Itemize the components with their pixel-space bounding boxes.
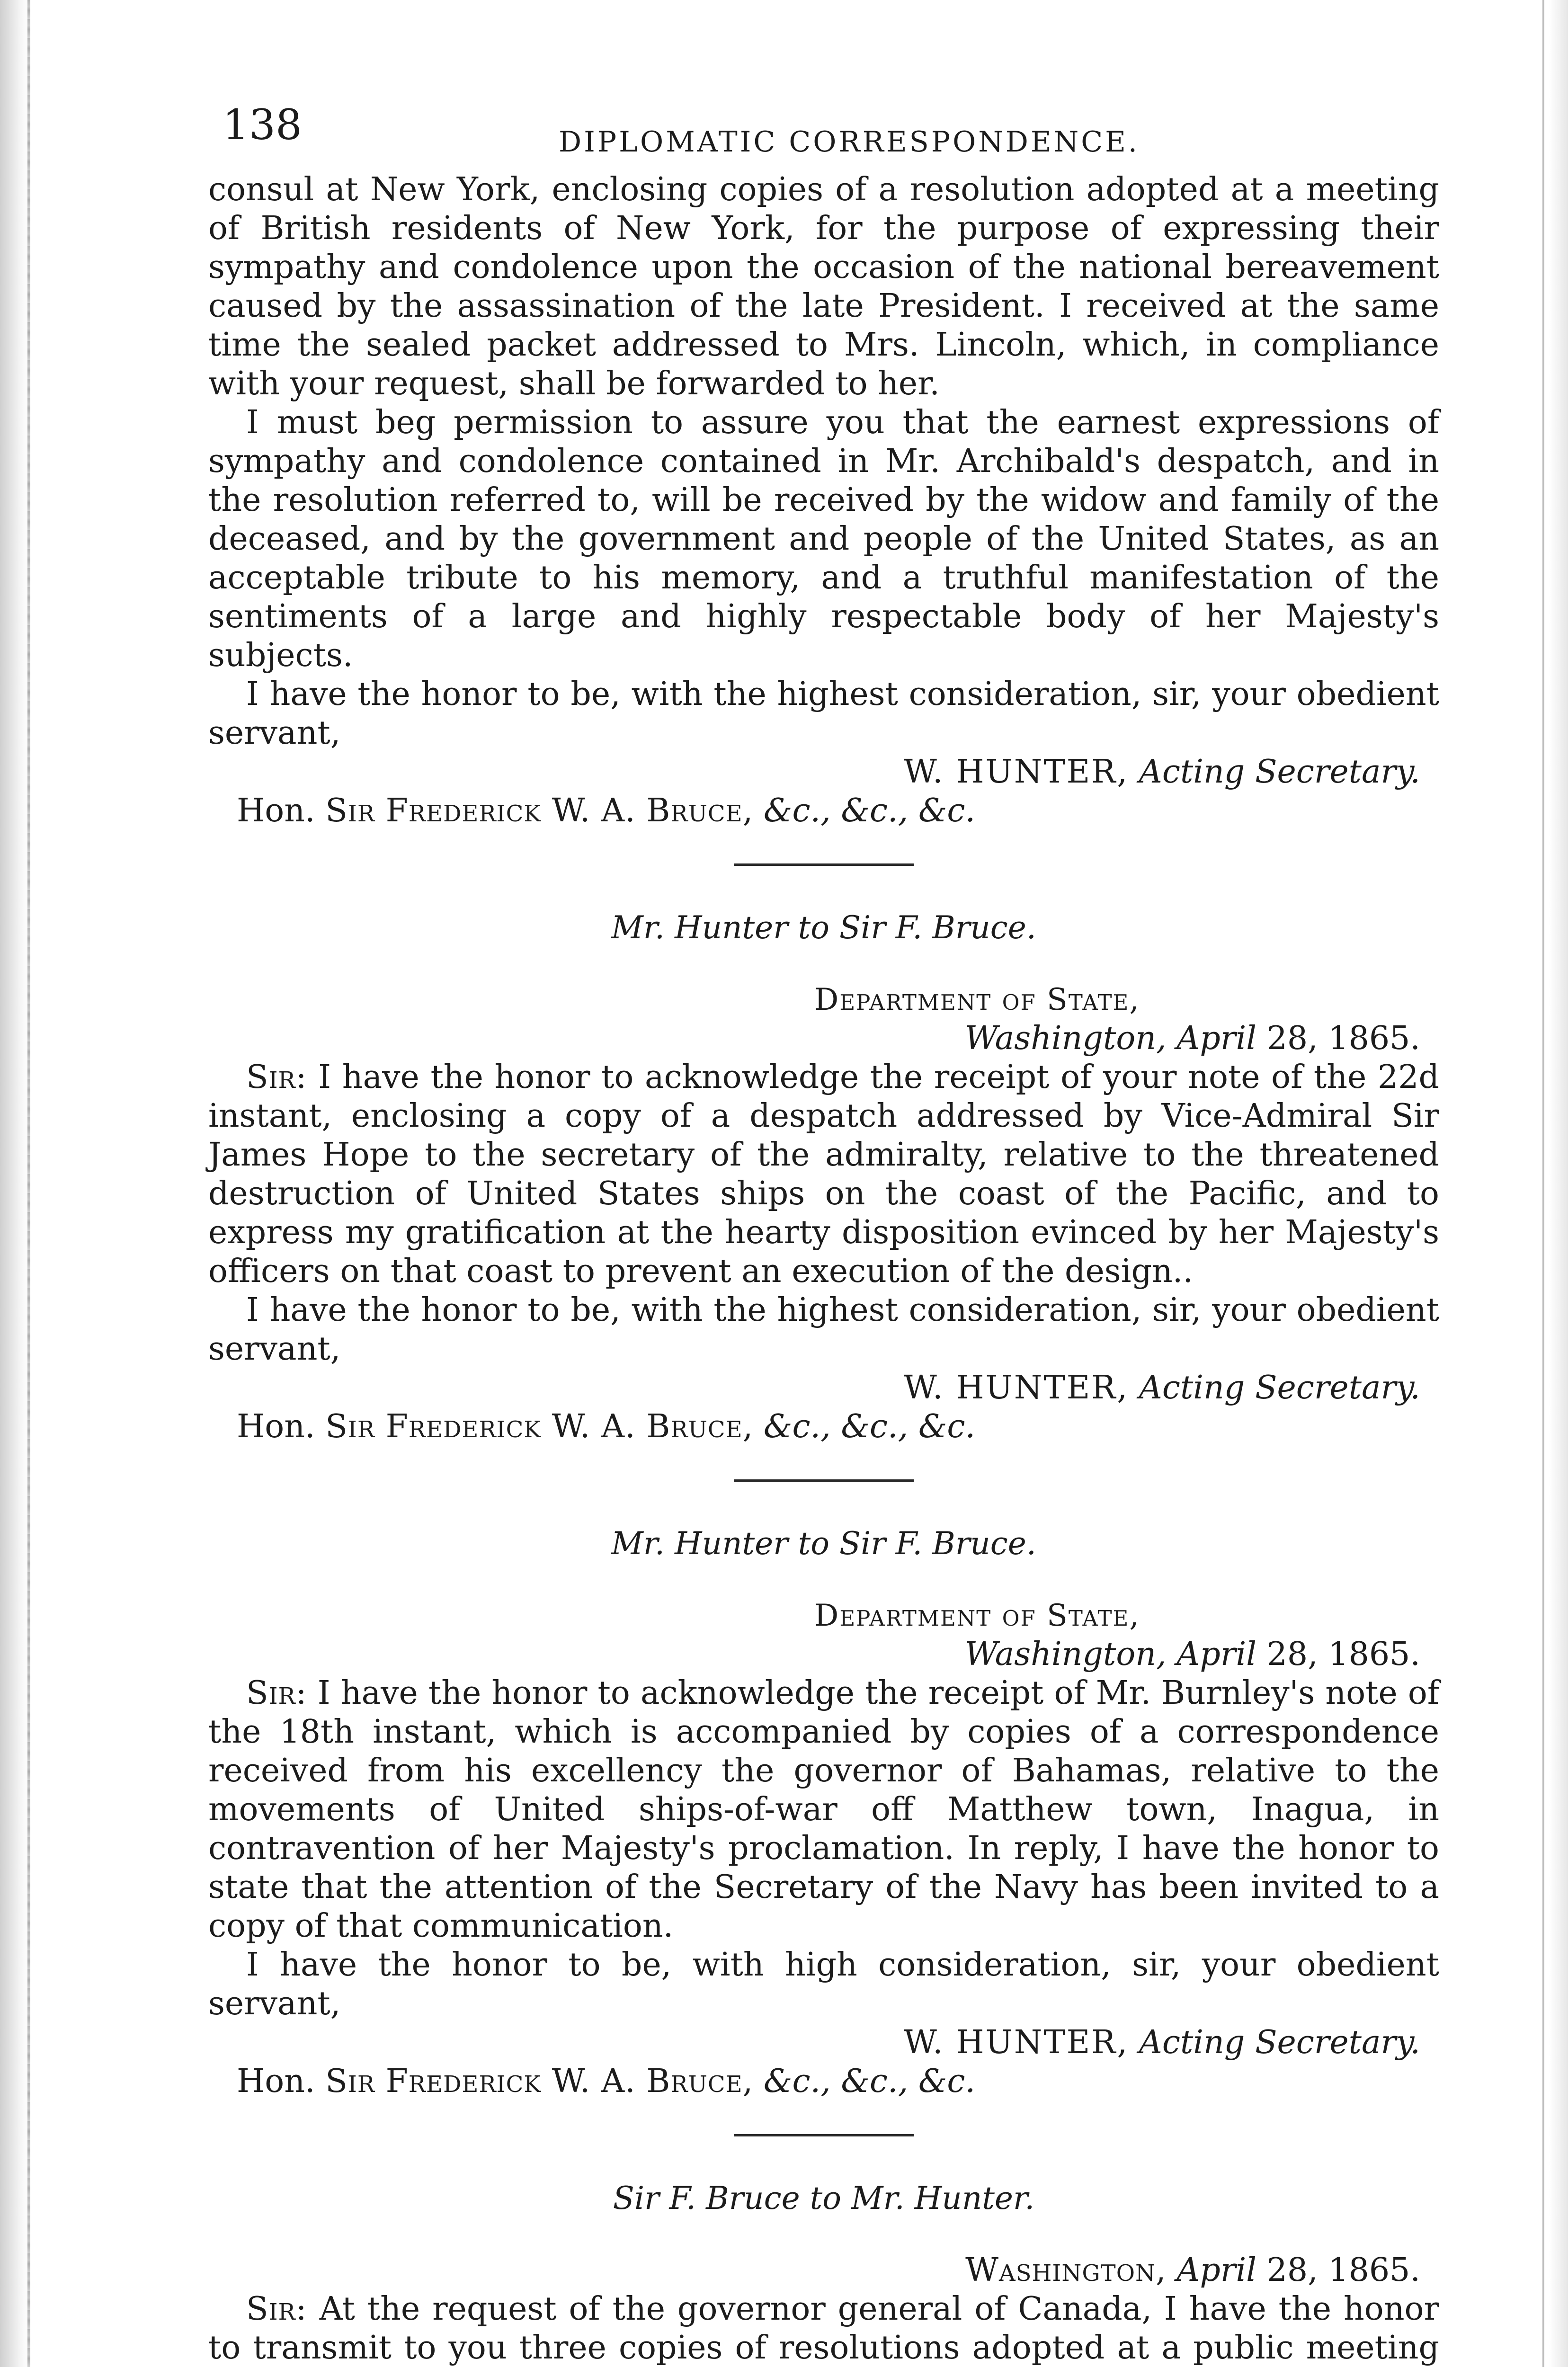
signature-name: W. HUNTER, bbox=[903, 1369, 1129, 1406]
letter-department: Department of State, bbox=[814, 982, 1140, 1017]
section-divider bbox=[734, 2134, 914, 2136]
running-head: DIPLOMATIC CORRESPONDENCE. bbox=[559, 125, 1140, 159]
letter-bruce-to-hunter bbox=[208, 2179, 1439, 2367]
letter-paragraph bbox=[208, 2290, 1439, 2367]
closing-paragraph: I have the honor to be, with the highest consideration, sir, your obedient servant, bbox=[208, 676, 1439, 752]
page-number: 138 bbox=[223, 100, 302, 149]
letter-department: Department of State, bbox=[814, 1598, 1140, 1633]
date-month: April bbox=[1176, 1020, 1256, 1057]
page-gutter-shadow bbox=[0, 0, 28, 2367]
addressee-name: Sir Frederick W. A. Bruce, bbox=[325, 1408, 754, 1445]
paragraph-text: At the request of the governor general of Canada, I have the honor to transmit to you three copies of resolutions adopted at a public meeting bbox=[208, 2290, 1439, 2367]
page-binding-edge bbox=[27, 0, 30, 2367]
addressee-prefix: Hon. bbox=[237, 1408, 315, 1445]
letter-dateline bbox=[208, 2251, 1439, 2290]
paragraph-text: I have the honor to acknowledge the receipt of Mr. Burnley's note of the 18th instant, which is accompanied by copies of a correspondence received from his excellency the governor of Bahamas, relative to the movements of United ships-of-war off Matthew town, Inagua, in contravention of her Majesty's proclamation. In reply, I have the honor to state that the attention of the Secretary of the Navy has been invited to a copy of that communication. bbox=[208, 1674, 1439, 1945]
date-place: Washington, bbox=[965, 2251, 1167, 2289]
letter-heading: Mr. Hunter to Sir F. Bruce. bbox=[611, 1525, 1036, 1562]
letter-heading: Sir F. Bruce to Mr. Hunter. bbox=[613, 2180, 1035, 2216]
signature-title: Acting Secretary. bbox=[1139, 1369, 1420, 1406]
date-rest: 28, 1865. bbox=[1266, 1020, 1420, 1057]
closing-paragraph: I have the honor to be, with the highest consideration, sir, your obedient servant, bbox=[208, 1291, 1439, 1368]
date-month: April bbox=[1176, 1636, 1256, 1673]
letter-paragraph: I must beg permission to assure you that the earnest expressions of sympathy and condolence contained in Mr. Archibald's despatch, and in the resolution referred to, will be received by the widow and family of the deceased, and by the government and people of the United States, as an acceptable tribute to his memory, and a truthful manifestation of the sentiments of a large and highly respectable body of her Majesty's subjects. bbox=[208, 404, 1439, 674]
letter-heading: Mr. Hunter to Sir F. Bruce. bbox=[611, 909, 1036, 946]
signature-title: Acting Secretary. bbox=[1139, 2024, 1420, 2061]
signature bbox=[208, 1369, 1439, 1407]
signature-name: W. HUNTER, bbox=[903, 2024, 1129, 2061]
date-month: April bbox=[1176, 2251, 1256, 2289]
section-divider bbox=[734, 1479, 914, 1482]
letter-paragraph: consul at New York, enclosing copies of a resolution adopted at a meeting of British residents of New York, for the purpose of expressing their sympathy and condolence upon the occasion of the national bereavement caused by the assassination of the late President. I received at the same time the sealed packet addressed to Mrs. Lincoln, which, in compliance with your request, shall be forwarded to her. bbox=[208, 171, 1439, 402]
document-page bbox=[208, 99, 1439, 2367]
addressee-prefix: Hon. bbox=[237, 792, 315, 829]
section-divider bbox=[734, 863, 914, 866]
letter-hunter-to-bruce-2 bbox=[208, 1524, 1439, 2101]
signature bbox=[208, 2023, 1439, 2062]
signature-title: Acting Secretary. bbox=[1139, 753, 1420, 791]
addressee-name: Sir Frederick W. A. Bruce, bbox=[325, 2063, 754, 2100]
letter-paragraph bbox=[208, 1674, 1439, 1946]
salutation: Sir: bbox=[246, 2290, 307, 2328]
signature-name: W. HUNTER, bbox=[903, 753, 1129, 791]
salutation: Sir: bbox=[246, 1674, 307, 1712]
letter-continued bbox=[208, 170, 1439, 830]
letter-paragraph bbox=[208, 1058, 1439, 1291]
letter-dateline bbox=[208, 1635, 1439, 1674]
date-rest: 28, 1865. bbox=[1266, 1636, 1420, 1673]
addressee-name: Sir Frederick W. A. Bruce, bbox=[325, 792, 754, 829]
letter-hunter-to-bruce-1 bbox=[208, 908, 1439, 1446]
date-place: Washington, bbox=[964, 1020, 1167, 1057]
letter-dateline bbox=[208, 1019, 1439, 1058]
addressee bbox=[237, 792, 1439, 830]
signature bbox=[208, 753, 1439, 792]
date-rest: 28, 1865. bbox=[1266, 2251, 1420, 2289]
salutation: Sir: bbox=[246, 1059, 307, 1096]
date-place: Washington, bbox=[964, 1636, 1167, 1673]
addressee-suffix: &c., &c., &c. bbox=[763, 1408, 976, 1445]
page-header bbox=[208, 99, 1439, 170]
page-right-edge bbox=[1549, 0, 1568, 2367]
addressee bbox=[237, 1407, 1439, 1446]
addressee-suffix: &c., &c., &c. bbox=[763, 792, 976, 829]
addressee bbox=[237, 2062, 1439, 2101]
addressee-prefix: Hon. bbox=[237, 2063, 315, 2100]
closing-paragraph: I have the honor to be, with high consideration, sir, your obedient servant, bbox=[208, 1946, 1439, 2022]
paragraph-text: I have the honor to acknowledge the receipt of your note of the 22d instant, enclosing a copy of a despatch addressed by Vice-Admiral Sir James Hope to the secretary of the admiralty, relative to the threatened destruction of United States ships on the coast of the Pacific, and to express my gratification at the hearty disposition evinced by her Majesty's officers on that coast to prevent an execution of the design.. bbox=[208, 1059, 1439, 1290]
page-right-border bbox=[1542, 0, 1544, 2367]
addressee-suffix: &c., &c., &c. bbox=[763, 2063, 976, 2100]
